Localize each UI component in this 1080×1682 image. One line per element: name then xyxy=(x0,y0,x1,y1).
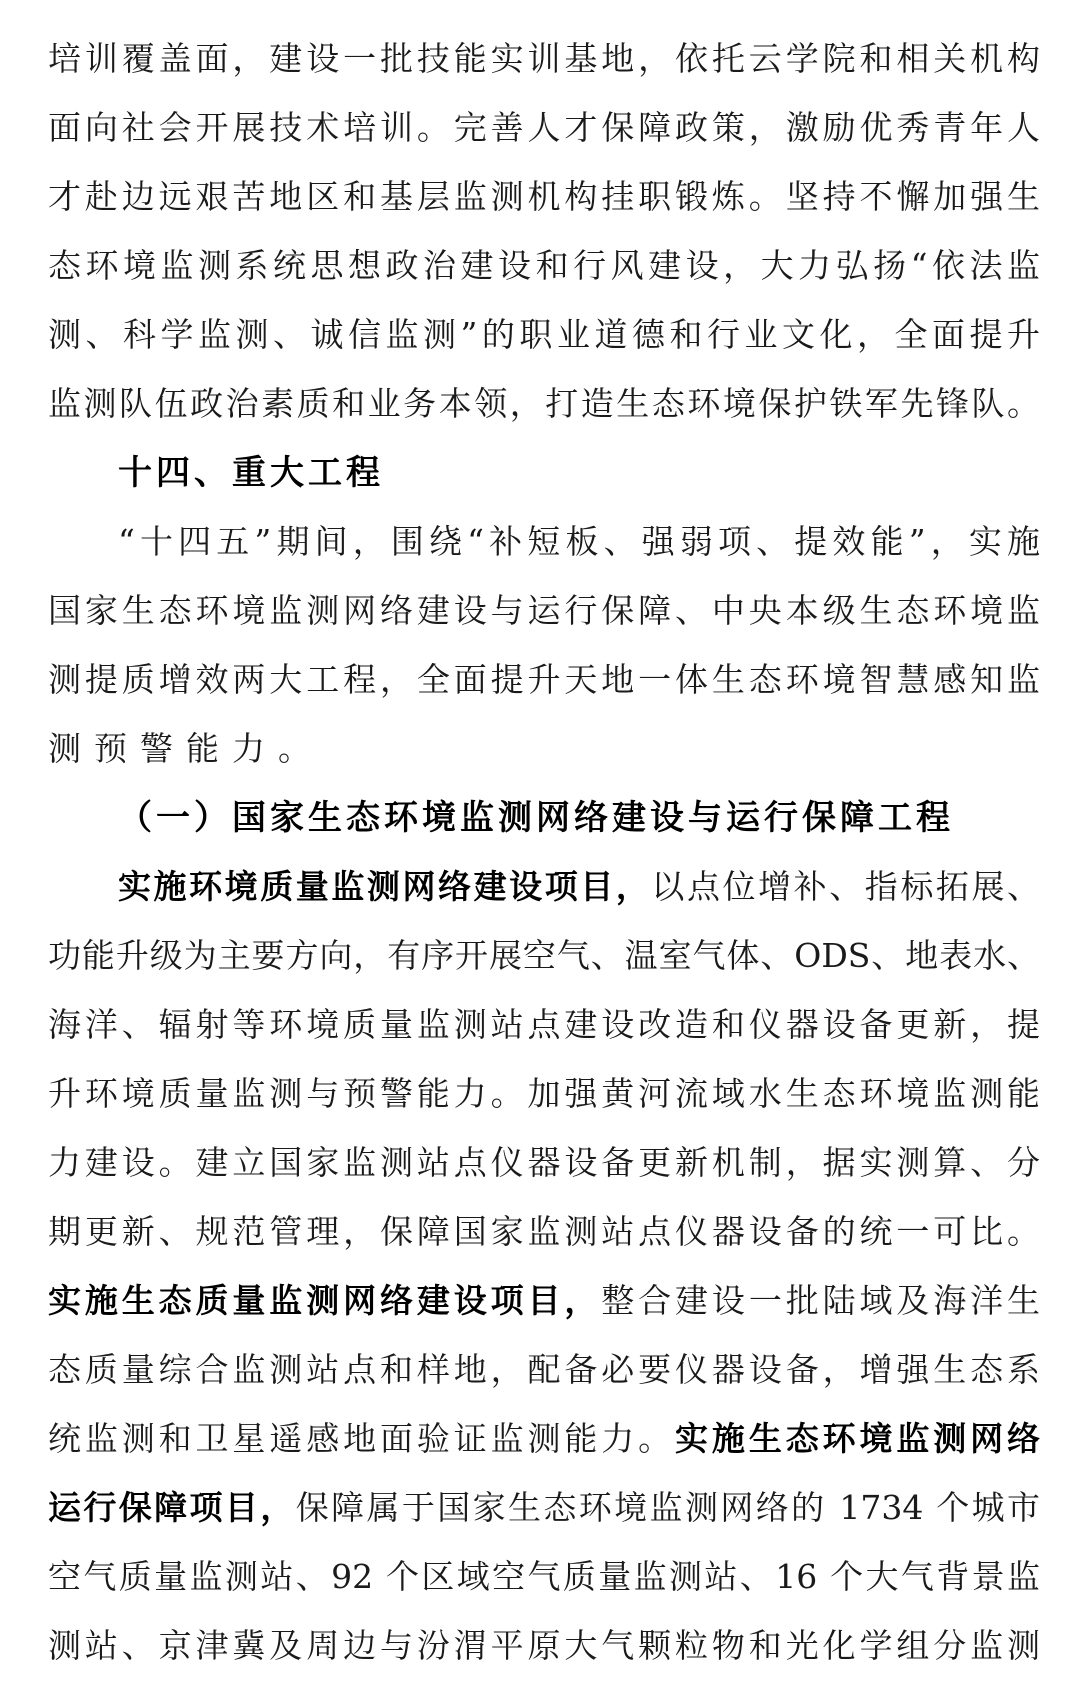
text-segment: 培训覆盖面，建设一批技能实训基地，依托云学院和相关机构 xyxy=(48,39,1040,78)
text-line xyxy=(48,241,1040,291)
text-line xyxy=(48,724,1040,774)
bold-text-segment: 实施生态质量监测网络建设项目， xyxy=(48,1281,602,1320)
text-segment: 测预警能力。 xyxy=(48,729,324,768)
text-segment: 升环境质量监测与预警能力。加强黄河流域水生态环境监测能 xyxy=(48,1074,1040,1113)
section-heading xyxy=(118,448,1040,498)
text-line xyxy=(48,1345,1040,1395)
bold-text-segment: （一）国家生态环境监测网络建设与运行保障工程 xyxy=(118,798,954,838)
text-segment: 国家生态环境监测网络建设与运行保障、中央本级生态环境监 xyxy=(48,591,1040,630)
bold-text-segment: 实施环境质量监测网络建设项目， xyxy=(118,867,652,906)
text-line xyxy=(48,1069,1040,1119)
text-segment: 面向社会开展技术培训。完善人才保障政策，激励优秀青年人 xyxy=(48,108,1040,147)
bold-text-segment: 十四、重大工程 xyxy=(118,453,384,493)
text-segment: “十四五”期间，围绕“补短板、强弱项、提效能”，实施 xyxy=(118,522,1040,561)
text-line xyxy=(48,931,1040,981)
text-line xyxy=(48,172,1040,222)
text-segment: 功能升级为主要方向，有序开展空气、温室气体、ODS、地表水、 xyxy=(48,936,1040,975)
text-segment: 海洋、辐射等环境质量监测站点建设改造和仪器设备更新，提 xyxy=(48,1005,1040,1044)
text-line xyxy=(48,1552,1040,1602)
text-line xyxy=(48,586,1040,636)
text-line xyxy=(48,1414,1040,1464)
text-line xyxy=(48,310,1040,360)
text-line xyxy=(48,1000,1040,1050)
text-segment: 态质量综合监测站点和样地，配备必要仪器设备，增强生态系 xyxy=(48,1350,1040,1389)
text-segment: 期更新、规范管理，保障国家监测站点仪器设备的统一可比。 xyxy=(48,1212,1040,1251)
text-line xyxy=(48,1621,1040,1671)
text-line xyxy=(48,1483,1040,1533)
text-segment: 以点位增补、指标拓展、 xyxy=(651,867,1041,906)
bold-text-segment: 实施生态环境监测网络 xyxy=(675,1419,1041,1458)
text-segment: 整合建设一批陆域及海洋生 xyxy=(601,1281,1041,1320)
text-segment: 测、科学监测、诚信监测”的职业道德和行业文化，全面提升 xyxy=(48,315,1040,354)
bold-text-segment: 运行保障项目， xyxy=(48,1488,296,1527)
text-line xyxy=(118,862,1040,912)
text-line xyxy=(48,1276,1040,1326)
text-segment: 测站、京津冀及周边与汾渭平原大气颗粒物和光化学组分监测 xyxy=(48,1626,1040,1665)
text-segment: 测提质增效两大工程，全面提升天地一体生态环境智慧感知监 xyxy=(48,660,1040,699)
text-line xyxy=(48,103,1040,153)
text-segment: 态环境监测系统思想政治建设和行风建设，大力弘扬“依法监 xyxy=(48,246,1040,285)
text-segment: 才赴边远艰苦地区和基层监测机构挂职锻炼。坚持不懈加强生 xyxy=(48,177,1040,216)
section-heading xyxy=(118,793,1040,843)
text-line xyxy=(48,655,1040,705)
text-line xyxy=(48,1207,1040,1257)
text-segment: 监测队伍政治素质和业务本领，打造生态环境保护铁军先锋队。 xyxy=(48,384,1040,423)
text-line xyxy=(118,517,1040,567)
text-segment: 统监测和卫星遥感地面验证监测能力。 xyxy=(48,1419,676,1458)
text-line xyxy=(48,34,1040,84)
text-segment: 保障属于国家生态环境监测网络的 1734 个城市 xyxy=(295,1488,1040,1527)
text-line xyxy=(48,1138,1040,1188)
text-segment: 空气质量监测站、92 个区域空气质量监测站、16 个大气背景监 xyxy=(48,1557,1040,1596)
text-line xyxy=(48,379,1040,429)
text-segment: 力建设。建立国家监测站点仪器设备更新机制，据实测算、分 xyxy=(48,1143,1040,1182)
